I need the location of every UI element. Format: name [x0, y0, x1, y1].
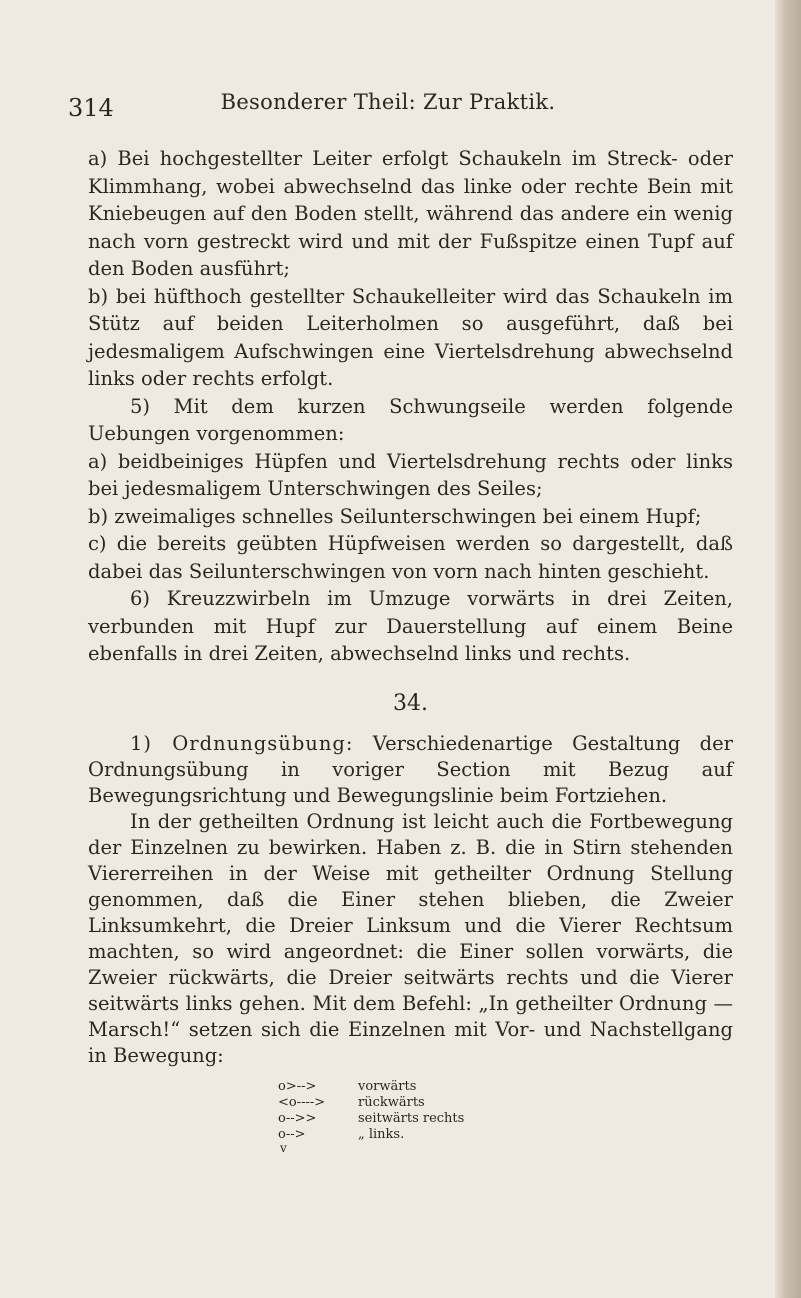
- section-number: 34.: [393, 690, 428, 716]
- legend-label: vorwärts: [358, 1079, 417, 1094]
- page-number: 314: [68, 94, 114, 122]
- page-header: [68, 84, 708, 124]
- legend-symbol: o-->: [278, 1127, 306, 1142]
- legend-symbol: <o---->: [278, 1095, 326, 1110]
- legend-row-right: [278, 1111, 733, 1127]
- legend-row-forward: [278, 1079, 733, 1095]
- paragraph-6: 6) Kreuzzwirbeln im Umzuge vorwärts in drei Zeiten, verbunden mit Hupf zur Dauerstellung auf einem Beine ebenfalls in drei Zeiten, abwechselnd links und rechts.: [88, 587, 733, 665]
- paragraph-b: b) bei hüfthoch gestellter Schaukelleiter wird das Schaukeln im Stütz auf beiden Leiterholmen so ausgeführt, daß bei jedesmaligem Aufschwingen eine Viertelsdrehung abwechselnd links oder rechts erfolgt.: [88, 284, 733, 390]
- exercise-title: 1) Ordnungsübung:: [130, 732, 354, 755]
- paragraph-a: a) Bei hochgestellter Leiter erfolgt Schaukeln im Streck- oder Klimmhang, wobei abwechselnd das linke oder rechte Bein mit Kniebeugen auf den Boden stellt, während das andere ein wenig nach vorn gestreckt wird und mit der Fußspitze einen Tupf auf den Boden ausführt;: [88, 147, 733, 280]
- legend-row-left: [278, 1127, 733, 1143]
- paragraph-5: 5) Mit dem kurzen Schwungseile werden folgende Uebungen vorgenommen:: [88, 394, 733, 445]
- down-arrow-icon: v: [280, 1141, 287, 1155]
- legend-symbol: o>-->: [278, 1079, 317, 1094]
- running-title: Besonderer Theil: Zur Praktik.: [220, 90, 556, 114]
- paragraph-5c: c) die bereits geübten Hüpfweisen werden so dargestellt, daß dabei das Seilunterschwingen von vorn nach hinten geschieht.: [88, 532, 733, 583]
- legend-symbol: o-->>: [278, 1111, 317, 1126]
- exercise-description: Verschiedenartige Gestaltung der Ordnungsübung in voriger Section mit Bezug auf Bewegungsrichtung und Bewegungslinie beim Fortziehen.: [88, 732, 733, 807]
- legend-label: „ links.: [358, 1127, 405, 1142]
- paragraph-34-body: In der getheilten Ordnung ist leicht auch die Fortbewegung der Einzelnen zu bewirken. Haben z. B. die in Stirn stehenden Viererreihen in der Weise mit getheilter Ordnung Stellung genommen, daß die Einer stehen blieben, die Zweier Linksumkehrt, die Dreier Linksum und die Vierer Rechtsum machten, so wird angeordnet: die Einer sollen vorwärts, die Zweier rückwärts, die Dreier seitwärts rechts und die Vierer seitwärts links gehen. Mit dem Befehl: „In getheilter Ordnung — Marsch!“ setzen sich die Einzelnen mit Vor- und Nachstellgang in Bewegung:: [88, 810, 733, 1067]
- legend-row-backward: [278, 1095, 733, 1111]
- paragraph-5b: b) zweimaliges schnelles Seilunterschwingen bei einem Hupf;: [88, 504, 702, 528]
- paragraph-5a: a) beidbeiniges Hüpfen und Viertelsdrehung rechts oder links bei jedesmaligem Unterschwingen des Seiles;: [88, 449, 733, 500]
- legend-label: rückwärts: [358, 1095, 425, 1110]
- movement-legend: [278, 1079, 733, 1153]
- body-text: [88, 145, 733, 1153]
- page-edge: [775, 0, 801, 1298]
- legend-label: seitwärts rechts: [358, 1111, 465, 1126]
- paragraph-34-1: [88, 731, 733, 809]
